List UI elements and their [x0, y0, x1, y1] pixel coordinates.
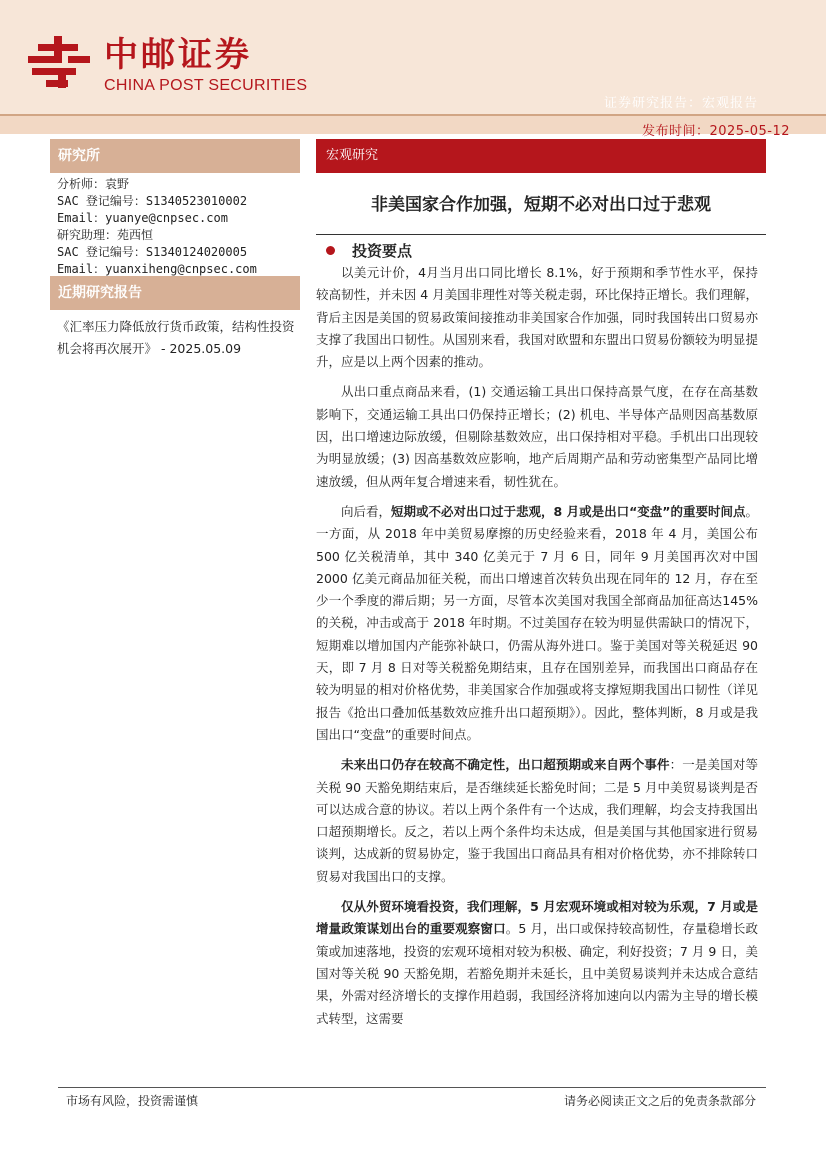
- analyst-name: 分析师：袁野: [57, 177, 130, 191]
- paragraph-text: 。5 月，出口或保持较高韧性，存量稳增长政策或加速落地，投资的宏观环境相对较为积极、确定，利好投资；7 月 9 日，美国对等关税 90 天豁免期，若豁免期并未延长，且中美贸易谈判并未达成合意结果，外需对经济增长的支撑作用趋弱，我国经济将加速向以内需为主导的增长模式转型，这需要: [316, 921, 758, 1026]
- research-team-bar: [50, 139, 300, 173]
- analyst-email: Email：yuanye@cnpsec.com: [57, 211, 228, 225]
- risk-warning: 市场有风险，投资需谨慎: [66, 1094, 199, 1108]
- paragraph-text: 以美元计价，4月当月出口同比增长 8.1%，好于预期和季节性水平，保持较高韧性，并未因 4 月美国非理性对等关税走弱，环比保持正增长。我们理解，背后主因是美国的贸易政策间接推动非美国家合作加强，同时我国转出口贸易亦支撑了我国出口韧性。从国别来看，我国对欧盟和东盟出口贸易份额较为明显提升，应是以上两个因素的推动。: [316, 265, 758, 370]
- body-paragraph: [316, 501, 758, 746]
- report-title: 非美国家合作加强，短期不必对出口过于悲观: [371, 195, 711, 215]
- assistant-email: Email：yuanxiheng@cnpsec.com: [57, 262, 257, 276]
- assistant-name: 研究助理：苑西恒: [57, 228, 154, 242]
- bullet-dot-icon: [326, 246, 335, 255]
- body-paragraph: [316, 262, 758, 373]
- paragraph-text: 。一方面，从 2018 年中美贸易摩擦的历史经验来看，2018 年 4 月，美国公布 500 亿关税清单，其中 340 亿美元于 7 月 6 日，同年 9 月美国再次对中国 2000 亿美元商品加征关税，而出口增速首次转负出现在同年的 12 月，存在至少一个季度的滞后期；另一方面，尽管本次美国对我国全部商品加征高达145%的关税，冲击或高于 2018 年时期。不过美国存在较为明显供需缺口的情况下，短期难以增加国内产能弥补缺口，仍需从海外进口。鉴于美国对等关税延迟 90 天，即 7 月 8 日对等关税豁免期结束，且存在国别差异，而我国出口商品存在较为明显的相对价格优势，非美国家合作加强或将支撑短期我国出口韧性（详见报告《抢出口叠加低基数效应推升出口超预期》）。因此，整体判断，8 月或是我国出口“变盘”的重要时间点。: [316, 503, 759, 742]
- paragraph-text: 向后看，: [341, 503, 392, 519]
- body-paragraph: [316, 896, 758, 1030]
- highlight-text: 短期或不必对出口过于悲观，8 月或是出口“变盘”的重要时间点: [391, 503, 746, 519]
- publish-date: 发布时间：2025-05-12: [641, 124, 790, 139]
- analyst-sac-number: SAC 登记编号：S1340523010002: [57, 194, 248, 208]
- footer-divider: [58, 1087, 766, 1088]
- research-team-title: 研究所: [58, 148, 100, 164]
- body-paragraph: [316, 381, 758, 492]
- key-points-heading: 投资要点: [352, 242, 413, 260]
- paragraph-text: 从出口重点商品来看，(1) 交通运输工具出口保持高景气度，在存在高基数影响下，交通运输工具出口仍保持正增长；(2) 机电、半导体产品则因高基数原因，出口增速边际放缓，但剔除基数效应，出口保持相对平稳。手机出口出现较为明显放缓；(3) 因高基数效应影响，地产后周期产品和劳动密集型产品同比增速放缓，但从两年复合增速来看，韧性犹在。: [316, 384, 758, 489]
- assistant-sac-number: SAC 登记编号：S1340124020005: [57, 245, 248, 259]
- paragraph-text: ：一是美国对等关税 90 天豁免期结束后，是否继续延长豁免时间；二是 5 月中美贸易谈判是否可以达成合意的协议。若以上两个条件有一个达成，我们理解，均会支持我国出口超预期增长。反之，若以上两个条件均未达成，但是美国与其他国家进行贸易谈判，达成新的贸易协定，鉴于我国出口商品具有相对价格优势，亦不排除转口贸易对我国出口的支撑。: [316, 757, 758, 884]
- recent-reports-bar: [50, 276, 300, 310]
- disclaimer-note: 请务必阅读正文之后的免责条款部分: [563, 1094, 756, 1108]
- title-divider: [316, 234, 766, 235]
- recent-reports-title: 近期研究报告: [58, 285, 142, 301]
- report-body: [316, 262, 758, 1038]
- company-logo-icon: [28, 36, 90, 88]
- header-divider: [0, 114, 826, 116]
- section-label: 宏观研究: [326, 148, 379, 163]
- highlight-text: 仅从外贸环境看投资，我们理解，5 月宏观环境或相对较为乐观，7 月或是增量政策谋划出台的重要观察窗口: [316, 899, 758, 937]
- report-type: 证券研究报告：宏观报告: [603, 96, 758, 111]
- highlight-text: 未来出口仍存在较高不确定性，出口超预期或来自两个事件: [341, 757, 670, 773]
- company-name-cn: 中邮证券: [104, 35, 252, 75]
- body-paragraph: [316, 754, 758, 888]
- recent-report-link[interactable]: 《汇率压力降低放行货币政策，结构性投资机会将再次展开》 - 2025.05.09: [57, 319, 295, 356]
- company-name-en: CHINA POST SECURITIES: [104, 77, 308, 94]
- section-bar: [316, 139, 766, 173]
